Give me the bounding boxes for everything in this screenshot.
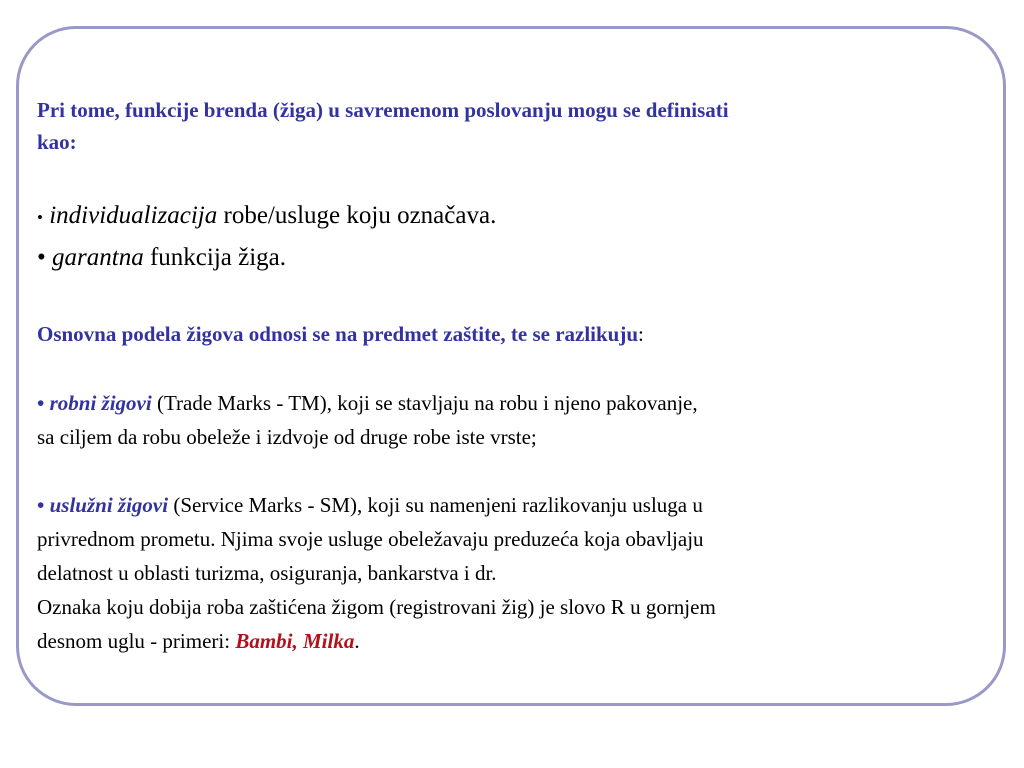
trademarks-text-1: (Trade Marks - TM), koji se stavljaju na robu i njeno pakovanje, (151, 391, 698, 415)
term-individualization: individualizacija (49, 202, 218, 229)
intro-line-1: Pri tome, funkcije brenda (žiga) u savremenom poslovanju mogu se definisati (37, 98, 729, 122)
division-heading-text: Osnovna podela žigova odnosi se na predmet zaštite, te se razlikuju (37, 322, 639, 346)
term-servicemarks: uslužni žigovi (49, 493, 169, 517)
servicemarks-line-2: privrednom prometu. Njima svoje usluge obeležavaju preduzeća koja obavljaju (37, 527, 704, 551)
mark-note-prefix: desnom uglu - primeri: (37, 629, 236, 653)
mark-note-line-1: Oznaka koju dobija roba zaštićena žigom (registrovani žig) je slovo R u gornjem (37, 595, 716, 619)
brand-examples: Bambi, Milka (235, 629, 355, 653)
function-item-1-text: robe/usluge koju označava. (217, 202, 497, 229)
trademarks-line-1 (37, 386, 698, 420)
bullet: • (37, 244, 46, 271)
division-colon: : (638, 322, 644, 346)
mark-note-line-2 (37, 624, 360, 658)
division-heading (37, 318, 644, 350)
intro-line-2: kao: (37, 130, 77, 154)
servicemarks-line-1 (37, 488, 703, 522)
bullet: • (37, 493, 45, 517)
function-item-individualization (37, 196, 496, 238)
bullet: • (37, 391, 45, 415)
function-item-guarantee (37, 238, 286, 278)
mark-note-period: . (354, 629, 360, 653)
term-guarantee: garantna (52, 244, 144, 271)
bullet: • (37, 208, 43, 227)
term-trademarks: robni žigovi (49, 391, 152, 415)
function-item-2-text: funkcija žiga. (143, 244, 287, 271)
trademarks-line-2: sa ciljem da robu obeleže i izdvoje od druge robe iste vrste; (37, 425, 537, 449)
servicemarks-line-3: delatnost u oblasti turizma, osiguranja, bankarstva i dr. (37, 561, 497, 585)
servicemarks-text-1: (Service Marks - SM), koji su namenjeni razlikovanju usluga u (168, 493, 703, 517)
